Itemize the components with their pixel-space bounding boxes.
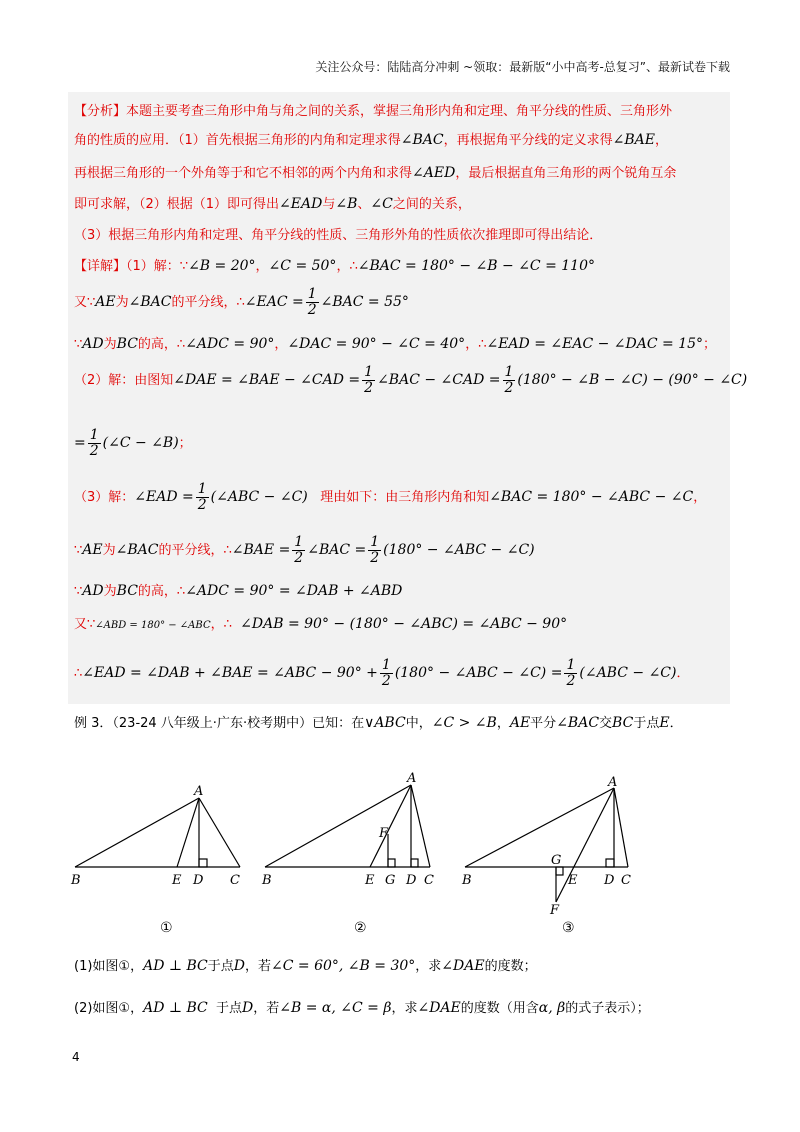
detail-text: ；	[703, 337, 717, 352]
example-3-statement: 例 3．（23-24 八年级上·广东·校考期中）已知：在∨ABC中，∠C > ∠B，AE平分∠BAC交BC于点E．	[74, 715, 683, 731]
figure-label-2: ②	[354, 920, 367, 936]
math-expr: BC	[116, 583, 138, 599]
figure-label-3: ③	[562, 920, 575, 936]
point-label-C: C	[230, 873, 240, 888]
math-expr: ∠BAC	[400, 132, 444, 148]
fraction-half: $\frac{1}{2}$	[89, 427, 99, 459]
page-number: 4	[72, 1050, 80, 1064]
detail-text: ，∴	[465, 337, 487, 352]
detail-text: （3）解：	[74, 490, 135, 505]
detail-text: （2）解：由图知	[74, 373, 174, 388]
question-1: (1)如图①，AD ⊥ BC于点D，若∠C = 60°, ∠B = 30°，求∠DAE的度数；	[74, 958, 537, 974]
math-expr: (∠ABC − ∠C)	[579, 665, 677, 681]
figure-2-triangle	[265, 785, 430, 867]
question-2: (2)如图①，AD ⊥ BC 于点D，若∠B = α, ∠C = β，求∠DAE的度数（用含α, β的式子表示）；	[74, 1000, 650, 1016]
detail-text: ∵	[74, 584, 83, 599]
math-expr: ∠DAE = ∠BAE − ∠CAD =	[173, 372, 361, 388]
analysis-text: 与	[322, 197, 336, 212]
analysis-text: 再根据三角形的一个外角等于和它不相邻的两个内角和求得	[74, 166, 413, 181]
math-expr: ∠EAD =	[134, 489, 194, 505]
math-expr: ∠B = α, ∠C = β	[279, 1000, 392, 1016]
point-label-D: D	[406, 873, 417, 888]
math-expr: (∠C − ∠B)	[102, 435, 179, 451]
math-expr: AD	[82, 583, 104, 599]
point-label-C: C	[424, 873, 434, 888]
detail-text: 为	[115, 295, 129, 310]
math-expr: ∠EAC =	[244, 294, 304, 310]
math-expr: (∠ABC − ∠C)	[210, 489, 308, 505]
figure-label-1: ①	[160, 920, 173, 936]
math-expr: =	[74, 435, 86, 451]
detail-text: 理由如下：由三角形内角和知	[320, 490, 490, 505]
math-expr: ∠DAC = 90° − ∠C = 40°	[287, 336, 466, 352]
math-expr: ∠ADC = 90°	[185, 336, 275, 352]
fraction-half: $\frac{1}{2}$	[566, 657, 576, 689]
math-expr: AE	[95, 294, 116, 310]
detail-text: 为	[102, 543, 116, 558]
math-expr: ∠BAC =	[307, 542, 367, 558]
analysis-text: 之间的关系，	[392, 197, 471, 212]
math-expr: α, β	[538, 1000, 566, 1016]
analysis-text: 即可求解，（2）根据（1）即可得出	[74, 197, 280, 212]
point-label-A: A	[194, 784, 204, 799]
point-label-A: A	[407, 771, 417, 786]
fraction-half: $\frac{1}{2}$	[370, 534, 380, 566]
fraction-half: $\frac{1}{2}$	[381, 657, 391, 689]
analysis-text: 角的性质的应用．（1）首先根据三角形的内角和定理求得	[74, 133, 401, 148]
analysis-text: 本题主要考查三角形中角与角之间的关系，掌握三角形内角和定理、角平分线的性质、三角形外	[126, 104, 673, 119]
fraction-half: $\frac{1}{2}$	[504, 364, 514, 396]
detail-text: 又∵	[74, 295, 96, 310]
math-expr: ∠BAC	[128, 294, 172, 310]
math-expr: ∠EAD = ∠EAC − ∠DAC = 15°	[486, 336, 704, 352]
math-expr: ∠BAC	[556, 715, 600, 731]
math-expr: ∠BAC = 180° − ∠ABC − ∠C	[489, 489, 694, 505]
fraction-half: $\frac{1}{2}$	[294, 534, 304, 566]
math-expr: ∠C = 60°, ∠B = 30°	[271, 958, 416, 974]
math-expr: AD ⊥ BC	[143, 1000, 208, 1016]
page-header: 关注公众号：陆陆高分冲刺 ~领取：最新版“小中高考-总复习”、最新试卷下载	[315, 60, 730, 74]
point-label-G: G	[551, 853, 562, 868]
detail-text: ，	[255, 259, 269, 274]
detail-text: 的平分线，∴	[158, 543, 232, 558]
detail-text: ，	[693, 490, 707, 505]
fraction-half: $\frac{1}{2}$	[197, 481, 207, 513]
detail-text: 的平分线，∴	[171, 295, 245, 310]
detail-text: ，∴	[336, 259, 358, 274]
detail-text: ∵	[74, 337, 83, 352]
point-label-B: B	[462, 873, 472, 888]
math-expr: ∠B	[335, 196, 358, 212]
point-label-B: B	[262, 873, 272, 888]
point-label-D: D	[604, 873, 615, 888]
math-expr: D	[233, 958, 245, 974]
detail-text: ．	[676, 666, 690, 681]
detail-text: 的高，∴	[137, 584, 186, 599]
math-expr: ∠BAC	[115, 542, 159, 558]
math-expr: AD ⊥ BC	[143, 958, 208, 974]
math-expr: ∠BAC − ∠CAD =	[377, 372, 501, 388]
point-label-C: C	[621, 873, 631, 888]
math-expr: ∠DAB = 90° − (180° − ∠ABC) = ∠ABC − 90°	[240, 616, 568, 632]
detail-text: ，	[274, 337, 288, 352]
math-expr: AE	[82, 542, 103, 558]
point-label-F: F	[550, 903, 560, 918]
math-expr: ∨ABC	[364, 715, 406, 731]
math-expr: ∠BAC = 55°	[320, 294, 409, 310]
analysis-text: ，再根据角平分线的定义求得	[443, 133, 613, 148]
math-expr: (180° − ∠B − ∠C) − (90° − ∠C)	[517, 372, 748, 388]
point-label-A: A	[608, 775, 618, 790]
math-expr: AE	[509, 715, 531, 731]
fraction-half: $\frac{1}{2}$	[364, 364, 374, 396]
point-label-E: E	[568, 873, 578, 888]
math-expr: AD	[82, 336, 104, 352]
math-expr: ∠ADC = 90° = ∠DAB + ∠ABD	[185, 583, 403, 599]
point-label-G: G	[385, 873, 396, 888]
math-expr: ∠BAC = 180° − ∠B − ∠C = 110°	[357, 258, 595, 274]
math-expr: BC	[612, 715, 634, 731]
math-expr: ∠EAD	[279, 196, 323, 212]
point-label-F: F	[379, 826, 389, 841]
math-expr: ∠DAE	[441, 958, 485, 974]
detail-text: 的高，∴	[137, 337, 186, 352]
detail-text: （1）解：∵	[126, 259, 189, 274]
analysis-text: （3）根据三角形内角和定理、角平分线的性质、三角形外角的性质依次推理即可得出结论．	[74, 228, 603, 243]
math-expr: ∠DAE	[417, 1000, 461, 1016]
point-label-D: D	[193, 873, 204, 888]
point-label-B: B	[71, 873, 81, 888]
detail-text: ∴	[74, 666, 83, 681]
math-expr: BC	[116, 336, 138, 352]
math-expr: (180° − ∠ABC − ∠C) =	[394, 665, 563, 681]
point-label-E: E	[365, 873, 375, 888]
analysis-lead: 【分析】	[74, 104, 127, 119]
math-expr: ∠B = 20°	[188, 258, 256, 274]
math-expr: D	[242, 1000, 254, 1016]
math-expr: ∠C = 50°	[268, 258, 337, 274]
math-expr: E	[659, 715, 670, 731]
figure-1-triangle	[75, 798, 240, 867]
math-expr: ∠EAD = ∠DAB + ∠BAE = ∠ABC − 90° +	[82, 665, 378, 681]
math-expr: (180° − ∠ABC − ∠C)	[383, 542, 535, 558]
detail-text: 又∵	[74, 617, 96, 632]
math-expr: ∠BAE	[612, 132, 655, 148]
detail-text: ；	[178, 436, 192, 451]
detail-text: ，∴	[210, 617, 232, 632]
math-expr: ∠ABD = 180° − ∠ABC	[95, 620, 211, 631]
analysis-text: 、	[357, 197, 371, 212]
detail-text: 为	[103, 337, 117, 352]
fraction-half: $\frac{1}{2}$	[307, 286, 317, 318]
analysis-text: ，	[655, 133, 669, 148]
math-expr: ∠AED	[412, 165, 456, 181]
detail-text: ∵	[74, 543, 83, 558]
math-expr: ∠BAE =	[231, 542, 291, 558]
detail-text: 为	[103, 584, 117, 599]
detail-lead: 【详解】	[74, 259, 127, 274]
analysis-text: ，最后根据直角三角形的两个锐角互余	[455, 166, 677, 181]
math-expr: ∠C > ∠B	[431, 715, 497, 731]
math-expr: ∠C	[370, 196, 393, 212]
point-label-E: E	[172, 873, 182, 888]
